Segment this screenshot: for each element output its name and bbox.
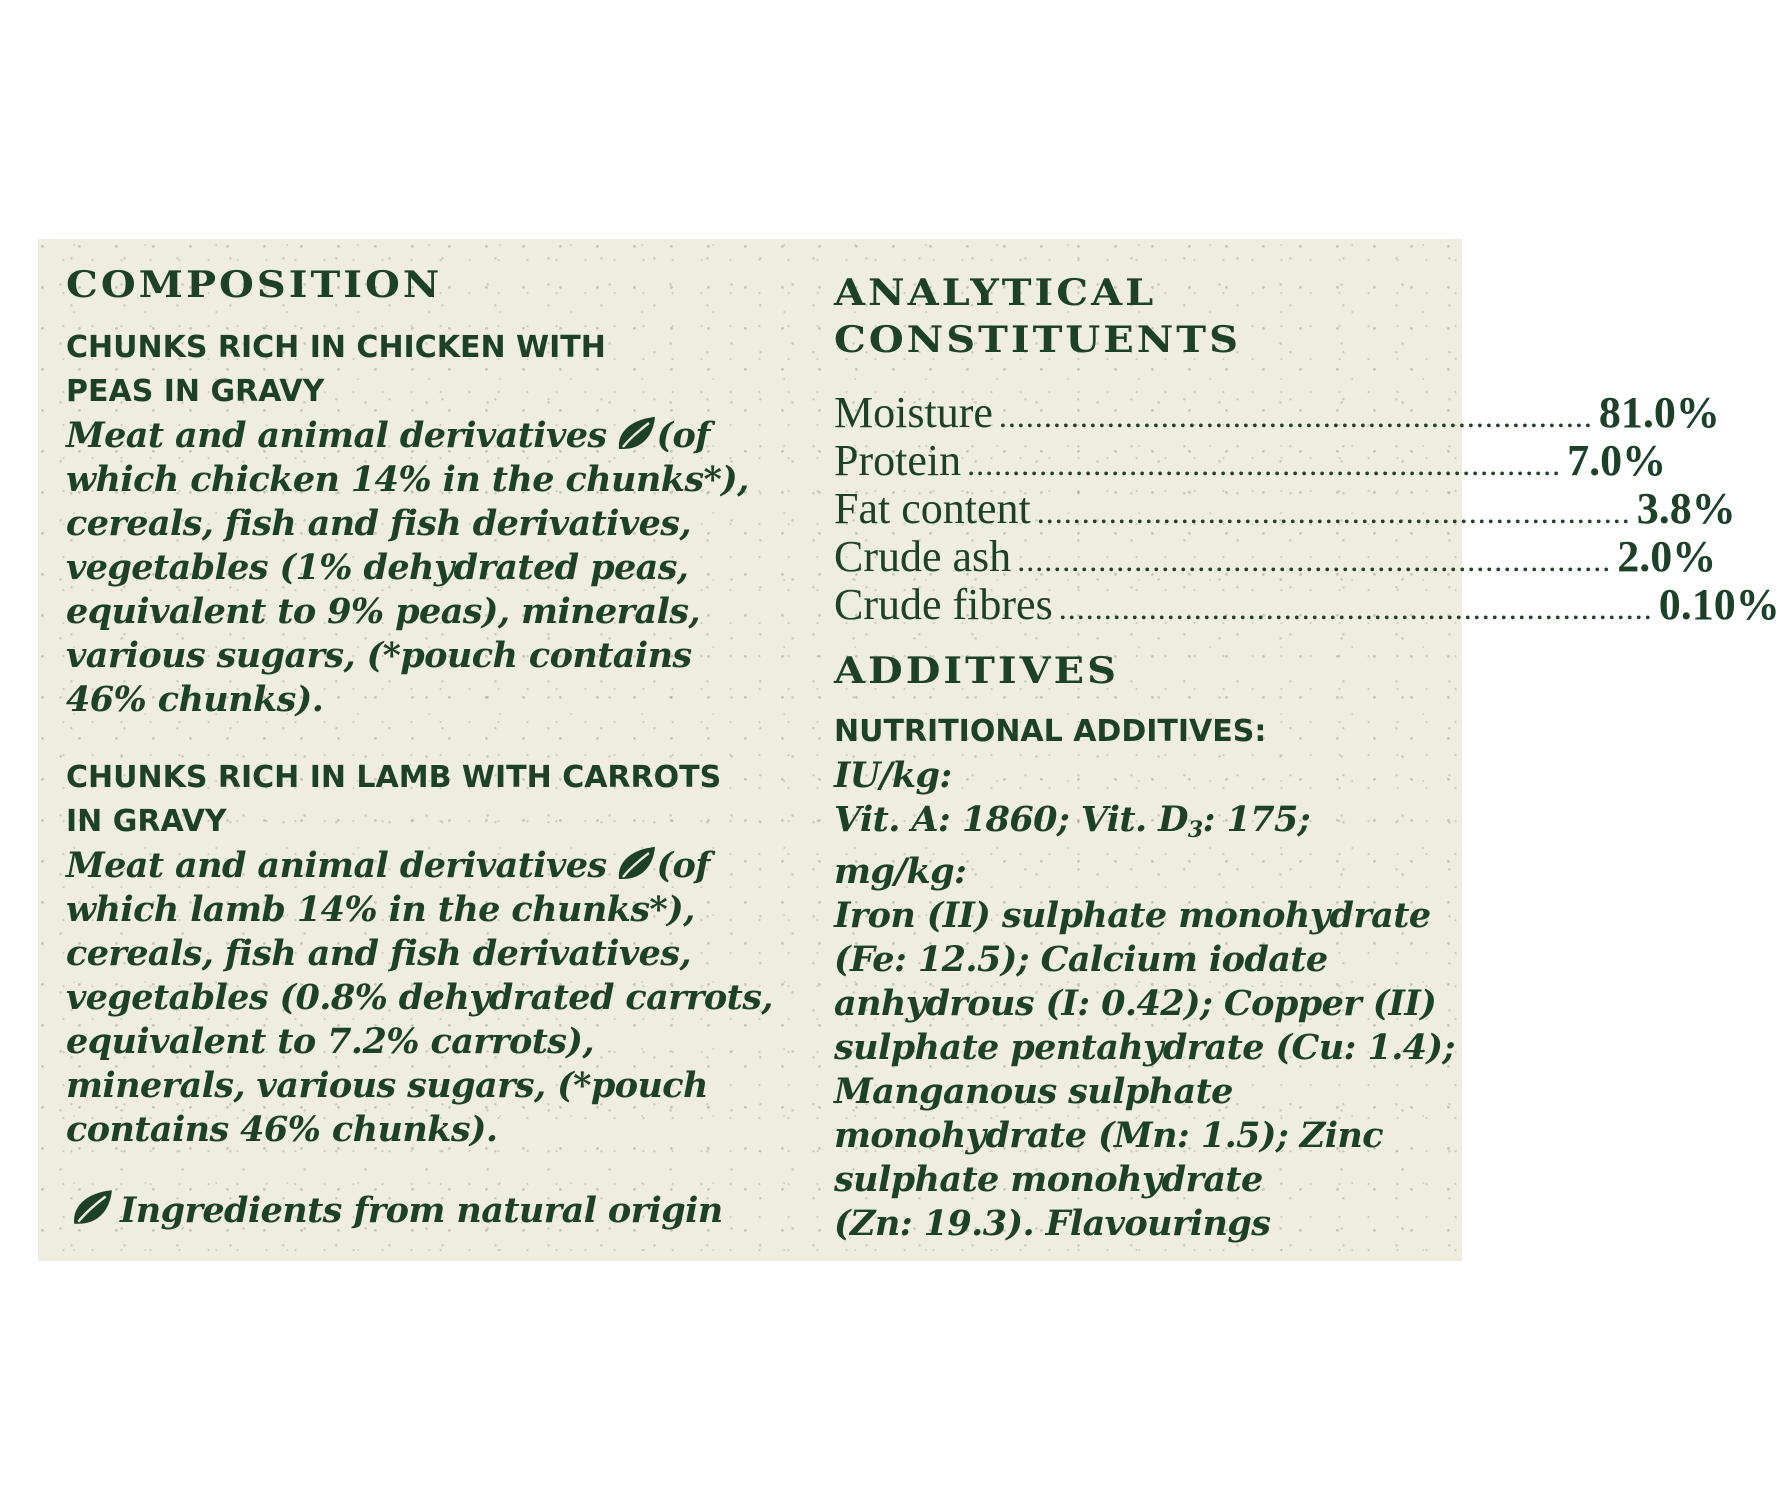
constituent-row xyxy=(834,436,1667,485)
iu-unit: IU/kg: xyxy=(834,755,952,796)
leaf-icon xyxy=(70,1188,114,1228)
chicken-subheading: CHUNKS RICH IN CHICKEN WITH PEAS IN GRAVY xyxy=(66,330,606,409)
analytical-heading: ANALYTICAL CONSTITUENTS xyxy=(834,271,1241,361)
leaf-icon xyxy=(615,845,657,883)
additives-text: IU/kg: Vit. A: 1860; Vit. $D_3$: 175; mg/kg: Iron (II) sulphate monohydrate (Fe: 12.5); Calcium iodate anhydrous (I: 0.42); Copper (II) sulphate pentahydrate (Cu: 1.4); Manganous sulphate monohydrate (Mn: 1.5); Zinc sulphate monohydrate (Zn: 19.3). Flavourings xyxy=(834,755,1455,1244)
constituent-label: Crude fibres xyxy=(834,580,1053,629)
vitamins-line: Vit. A: 1860; Vit. $D_3$: 175; xyxy=(834,799,1311,843)
constituent-label: Fat content xyxy=(834,484,1031,533)
constituent-label: Protein xyxy=(834,436,962,485)
chicken-composition-text: Meat and animal derivatives (of which chicken 14% in the chunks*), cereals, fish and fish derivatives, vegetables (1% dehydrated peas, equivalent to 9% peas), minerals, various sugars, (*pouch contains 46% chunks). xyxy=(66,415,749,720)
constituent-row xyxy=(834,388,1720,437)
constituent-row xyxy=(834,532,1717,581)
constituent-value: 3.8% xyxy=(1636,484,1736,533)
additives-heading: ADDITIVES xyxy=(834,649,1120,693)
dot-leader: .................................................................. xyxy=(967,446,1562,482)
nutritional-additives-subheading: NUTRITIONAL ADDITIVES: xyxy=(834,714,1267,749)
constituent-row xyxy=(834,484,1736,533)
constituent-value: 2.0% xyxy=(1617,532,1717,581)
natural-origin-note: Ingredients from natural origin xyxy=(70,1188,723,1232)
dot-leader: .................................................................. xyxy=(1036,494,1631,530)
dot-leader: .................................................................. xyxy=(1058,590,1653,626)
constituent-label: Moisture xyxy=(834,388,993,437)
constituent-value: 81.0% xyxy=(1598,388,1720,437)
mg-unit: mg/kg: xyxy=(834,851,967,892)
constituent-label: Crude ash xyxy=(834,532,1012,581)
composition-heading: COMPOSITION xyxy=(66,263,443,307)
leaf-icon xyxy=(615,415,657,453)
lamb-subheading: CHUNKS RICH IN LAMB WITH CARROTS IN GRAVY xyxy=(66,760,722,839)
constituent-row xyxy=(834,580,1780,629)
constituent-value: 7.0% xyxy=(1567,436,1667,485)
dot-leader: .................................................................. xyxy=(1017,542,1612,578)
dot-leader: .................................................................. xyxy=(998,398,1593,434)
analytical-constituents-table xyxy=(834,388,1780,629)
constituent-value: 0.10% xyxy=(1658,580,1780,629)
lamb-composition-text: Meat and animal derivatives (of which lamb 14% in the chunks*), cereals, fish and fish derivatives, vegetables (0.8% dehydrated carrots, equivalent to 7.2% carrots), minerals, various sugars, (*pouch contains 46% chunks). xyxy=(66,845,773,1150)
